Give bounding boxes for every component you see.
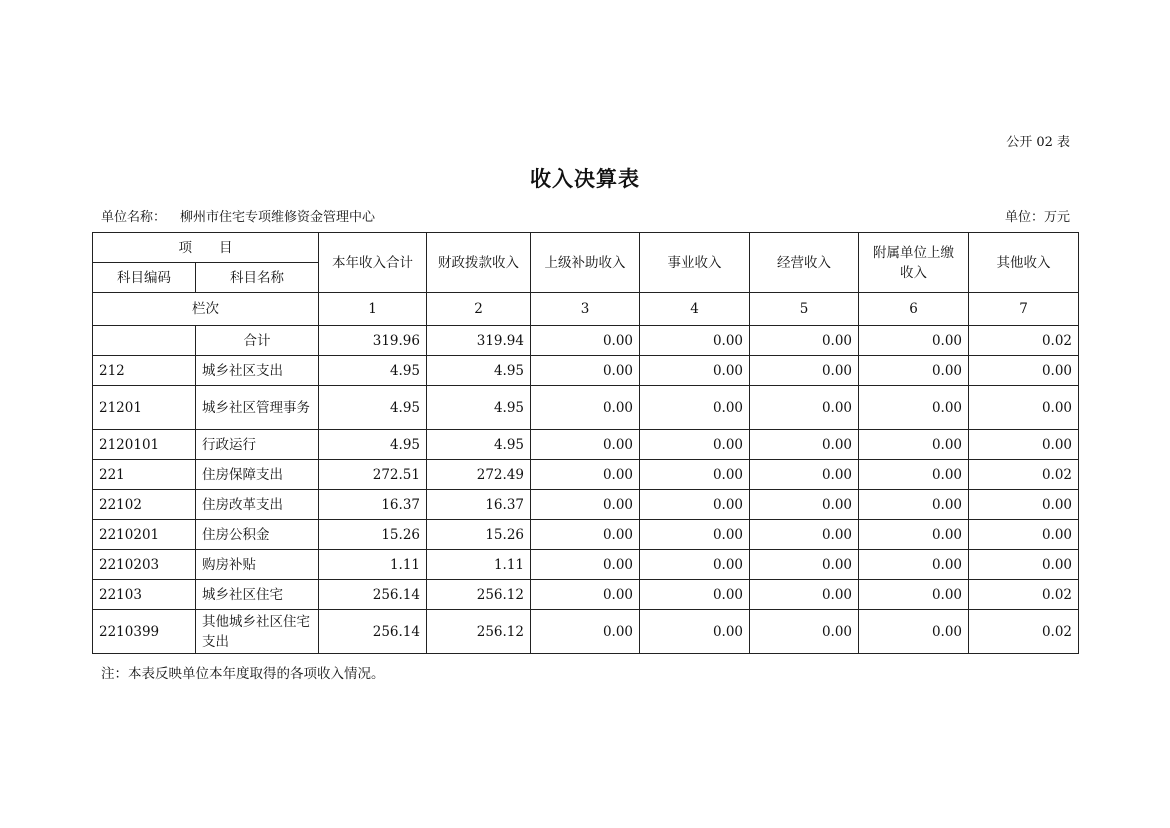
subject-name: 住房公积金 [196, 520, 319, 550]
amount-cell: 0.00 [531, 490, 640, 520]
subject-name: 其他城乡社区住宅支出 [196, 610, 319, 654]
amount-cell: 4.95 [319, 356, 427, 386]
income-table [92, 232, 1079, 654]
amount-cell: 256.14 [319, 610, 427, 654]
subject-code: 2210201 [93, 520, 196, 550]
amount-cell: 0.00 [750, 580, 859, 610]
amount-cell: 256.12 [427, 610, 531, 654]
header-row-1 [93, 233, 1079, 263]
subject-code [93, 326, 196, 356]
subject-code: 2210203 [93, 550, 196, 580]
unit-label: 单位名称： [101, 210, 167, 225]
amount-cell: 0.00 [859, 490, 969, 520]
amount-cell: 4.95 [319, 386, 427, 430]
table-row [93, 326, 1079, 356]
amount-cell: 256.14 [319, 580, 427, 610]
amount-cell: 4.95 [427, 386, 531, 430]
subject-name: 城乡社区管理事务 [196, 386, 319, 430]
amount-cell: 0.00 [969, 490, 1079, 520]
amount-cell: 0.00 [531, 460, 640, 490]
amount-cell: 0.00 [859, 460, 969, 490]
subject-code: 2210399 [93, 610, 196, 654]
amount-cell: 319.96 [319, 326, 427, 356]
amount-cell: 0.00 [750, 430, 859, 460]
amount-cell: 0.00 [969, 356, 1079, 386]
code-header: 科目编码 [93, 263, 196, 293]
amount-cell: 0.00 [750, 356, 859, 386]
table-row [93, 490, 1079, 520]
amount-cell: 0.00 [859, 356, 969, 386]
amount-cell: 0.00 [531, 550, 640, 580]
amount-cell: 0.00 [859, 580, 969, 610]
table-row [93, 520, 1079, 550]
col-header: 事业收入 [640, 233, 750, 293]
table-body [93, 233, 1079, 654]
col-header: 上级补助收入 [531, 233, 640, 293]
amount-cell: 0.00 [531, 610, 640, 654]
subject-code: 21201 [93, 386, 196, 430]
amount-cell: 0.00 [750, 460, 859, 490]
amount-cell: 0.00 [640, 356, 750, 386]
subject-name: 住房保障支出 [196, 460, 319, 490]
unit-name: 柳州市住宅专项维修资金管理中心 [180, 210, 376, 225]
amount-cell: 0.00 [531, 520, 640, 550]
amount-cell: 319.94 [427, 326, 531, 356]
amount-cell: 0.00 [640, 386, 750, 430]
amount-cell: 15.26 [319, 520, 427, 550]
table-row [93, 580, 1079, 610]
amount-cell: 0.02 [969, 580, 1079, 610]
col-header: 其他收入 [969, 233, 1079, 293]
index-number: 3 [531, 293, 640, 326]
amount-cell: 0.00 [640, 326, 750, 356]
amount-cell: 0.00 [969, 550, 1079, 580]
subject-name: 城乡社区住宅 [196, 580, 319, 610]
table-row [93, 386, 1079, 430]
subject-code: 221 [93, 460, 196, 490]
group-header: 项 目 [93, 233, 319, 263]
amount-cell: 0.02 [969, 460, 1079, 490]
amount-cell: 256.12 [427, 580, 531, 610]
amount-cell: 4.95 [427, 356, 531, 386]
amount-cell: 1.11 [427, 550, 531, 580]
amount-cell: 0.00 [859, 550, 969, 580]
amount-cell: 0.00 [750, 326, 859, 356]
table-row [93, 460, 1079, 490]
currency-unit: 单位：万元 [1004, 210, 1070, 225]
subject-name: 住房改革支出 [196, 490, 319, 520]
amount-cell: 0.00 [969, 520, 1079, 550]
amount-cell: 0.00 [640, 520, 750, 550]
index-number: 1 [319, 293, 427, 326]
col-header: 财政拨款收入 [427, 233, 531, 293]
amount-cell: 272.49 [427, 460, 531, 490]
col-header: 经营收入 [750, 233, 859, 293]
amount-cell: 0.00 [750, 386, 859, 430]
subject-code: 2120101 [93, 430, 196, 460]
amount-cell: 0.00 [859, 430, 969, 460]
index-number: 5 [750, 293, 859, 326]
amount-cell: 0.00 [640, 550, 750, 580]
amount-cell: 0.02 [969, 326, 1079, 356]
amount-cell: 16.37 [319, 490, 427, 520]
index-number: 4 [640, 293, 750, 326]
index-row [93, 293, 1079, 326]
amount-cell: 0.00 [750, 610, 859, 654]
amount-cell: 4.95 [319, 430, 427, 460]
page-title: 收入决算表 [530, 167, 640, 191]
subject-name: 行政运行 [196, 430, 319, 460]
table-row [93, 610, 1079, 654]
amount-cell: 0.00 [640, 490, 750, 520]
amount-cell: 0.00 [969, 386, 1079, 430]
subject-code: 22103 [93, 580, 196, 610]
subject-name: 合计 [196, 326, 319, 356]
amount-cell: 4.95 [427, 430, 531, 460]
subject-code: 212 [93, 356, 196, 386]
amount-cell: 0.00 [750, 520, 859, 550]
amount-cell: 0.00 [859, 326, 969, 356]
subject-name: 城乡社区支出 [196, 356, 319, 386]
form-code: 公开 02 表 [1006, 135, 1070, 150]
amount-cell: 16.37 [427, 490, 531, 520]
subject-code: 22102 [93, 490, 196, 520]
amount-cell: 0.00 [531, 326, 640, 356]
amount-cell: 0.00 [640, 580, 750, 610]
col-header: 本年收入合计 [319, 233, 427, 293]
amount-cell: 272.51 [319, 460, 427, 490]
amount-cell: 0.00 [859, 520, 969, 550]
amount-cell: 0.00 [531, 386, 640, 430]
amount-cell: 15.26 [427, 520, 531, 550]
name-header: 科目名称 [196, 263, 319, 293]
table-row [93, 550, 1079, 580]
amount-cell: 0.00 [969, 430, 1079, 460]
amount-cell: 0.00 [640, 610, 750, 654]
amount-cell: 0.00 [531, 430, 640, 460]
amount-cell: 0.02 [969, 610, 1079, 654]
subject-name: 购房补贴 [196, 550, 319, 580]
amount-cell: 0.00 [531, 356, 640, 386]
amount-cell: 0.00 [750, 490, 859, 520]
col-header: 附属单位上缴收入 [859, 233, 969, 293]
table-row [93, 430, 1079, 460]
table-row [93, 356, 1079, 386]
index-number: 6 [859, 293, 969, 326]
amount-cell: 1.11 [319, 550, 427, 580]
amount-cell: 0.00 [859, 610, 969, 654]
amount-cell: 0.00 [859, 386, 969, 430]
index-label: 栏次 [93, 293, 319, 326]
amount-cell: 0.00 [531, 580, 640, 610]
index-number: 2 [427, 293, 531, 326]
amount-cell: 0.00 [640, 460, 750, 490]
amount-cell: 0.00 [750, 550, 859, 580]
unit-line [101, 206, 375, 225]
amount-cell: 0.00 [640, 430, 750, 460]
footnote: 注：本表反映单位本年度取得的各项收入情况。 [101, 666, 385, 682]
index-number: 7 [969, 293, 1079, 326]
